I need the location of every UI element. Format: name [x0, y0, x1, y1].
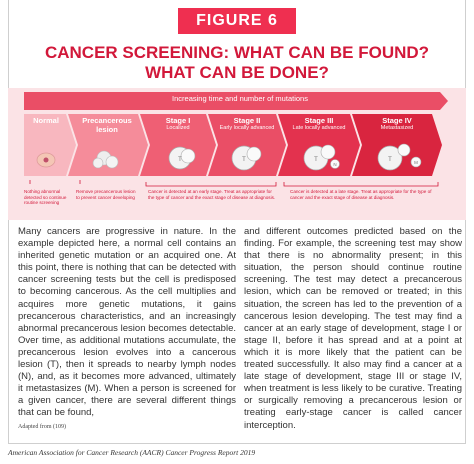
- figure-title-line-1: CANCER SCREENING: WHAT CAN BE FOUND?: [44, 43, 430, 62]
- caption-late-stage: Cancer is detected at a late stage. Treat as appropriate for the type of cancer and the exact stage of disease at diagnosis.: [290, 189, 432, 200]
- metastasis-label-4: M: [414, 160, 418, 165]
- stage-label-normal: Normal: [33, 116, 59, 125]
- stage-label-4: Stage IV Metastasized: [380, 116, 414, 131]
- footnote: Adapted from (109): [18, 424, 66, 430]
- tumor-label-1: T: [178, 157, 182, 163]
- cell-normal-icon: [37, 153, 55, 167]
- stage-label-precancerous: Precancerous lesion: [82, 116, 132, 134]
- stage-label-3: Stage III Late locally advanced: [292, 116, 346, 131]
- caption-normal: Nothing abnormal detected so continue routine screening: [24, 189, 67, 206]
- figure-badge: FIGURE 6: [178, 8, 296, 34]
- figure-title-line-2: WHAT CAN BE DONE?: [145, 63, 329, 82]
- source-citation: American Association for Cancer Research (AACR) Cancer Progress Report 2019: [8, 448, 256, 457]
- bracket-early: [146, 182, 276, 186]
- time-arrow-label: Increasing time and number of mutations: [172, 94, 308, 103]
- stage-label-2: Stage II Early locally advanced: [219, 116, 275, 131]
- caption-early-stage: Cancer is detected at an early stage. Treat as appropriate for the type of cancer and the exact stage of disease at diagnosis.: [148, 189, 276, 200]
- tumor-label-3: T: [314, 157, 318, 163]
- caption-precancerous: Remove precancerous lesion to prevent cancer developing: [76, 189, 136, 200]
- body-text-left: Many cancers are progressive in nature. In the example depicted here, a normal cell contains an inherited genetic mutation or an acquired one. At this point, there is nothing that can be detected with cancer screening tests but the cell is predisposed to becoming cancerous. As the cell multiplies and acquires more genetic mutations, it gains precancerous characteristics, and an increasingly abnormal precancerous lesion becomes detectable. Over time, as additional mutations accumulate, the precancerous lesion evolves into a cancerous lesion (T), then it spreads to nearby lymph nodes (N), and, as it becomes more advanced, ultimately it metastasizes (M). When a person is screened for a given cancer, there are several different things that can be found,: [18, 226, 236, 419]
- bracket-late: [284, 182, 438, 186]
- tumor-label-2: T: [242, 157, 246, 163]
- node-label-3: N: [333, 162, 337, 167]
- body-text-right: and different outcomes predicted based on the finding. For example, the screening test may show that there is no abnormality present; in this situation, the person should continue routine screening. The test may detect a precancerous lesion, which can be removed or treated; in this situation, the screen has led to the prevention of a cancerous lesion developing. The test may find a cancer at an early stage of development, stage I or stage II, before it has spread and at a point at which it is more likely that the patient can be treated successfully. It also may find a cancer at a late stage of development, stage III or stage IV, when treatment is less likely to be curative. Treating or surgically removing a precancerous lesion or treating early-stage cancer is called cancer interception.: [244, 226, 462, 431]
- tumor-label-4: T: [388, 157, 392, 163]
- stage-label-1: Stage I Localized: [165, 116, 191, 131]
